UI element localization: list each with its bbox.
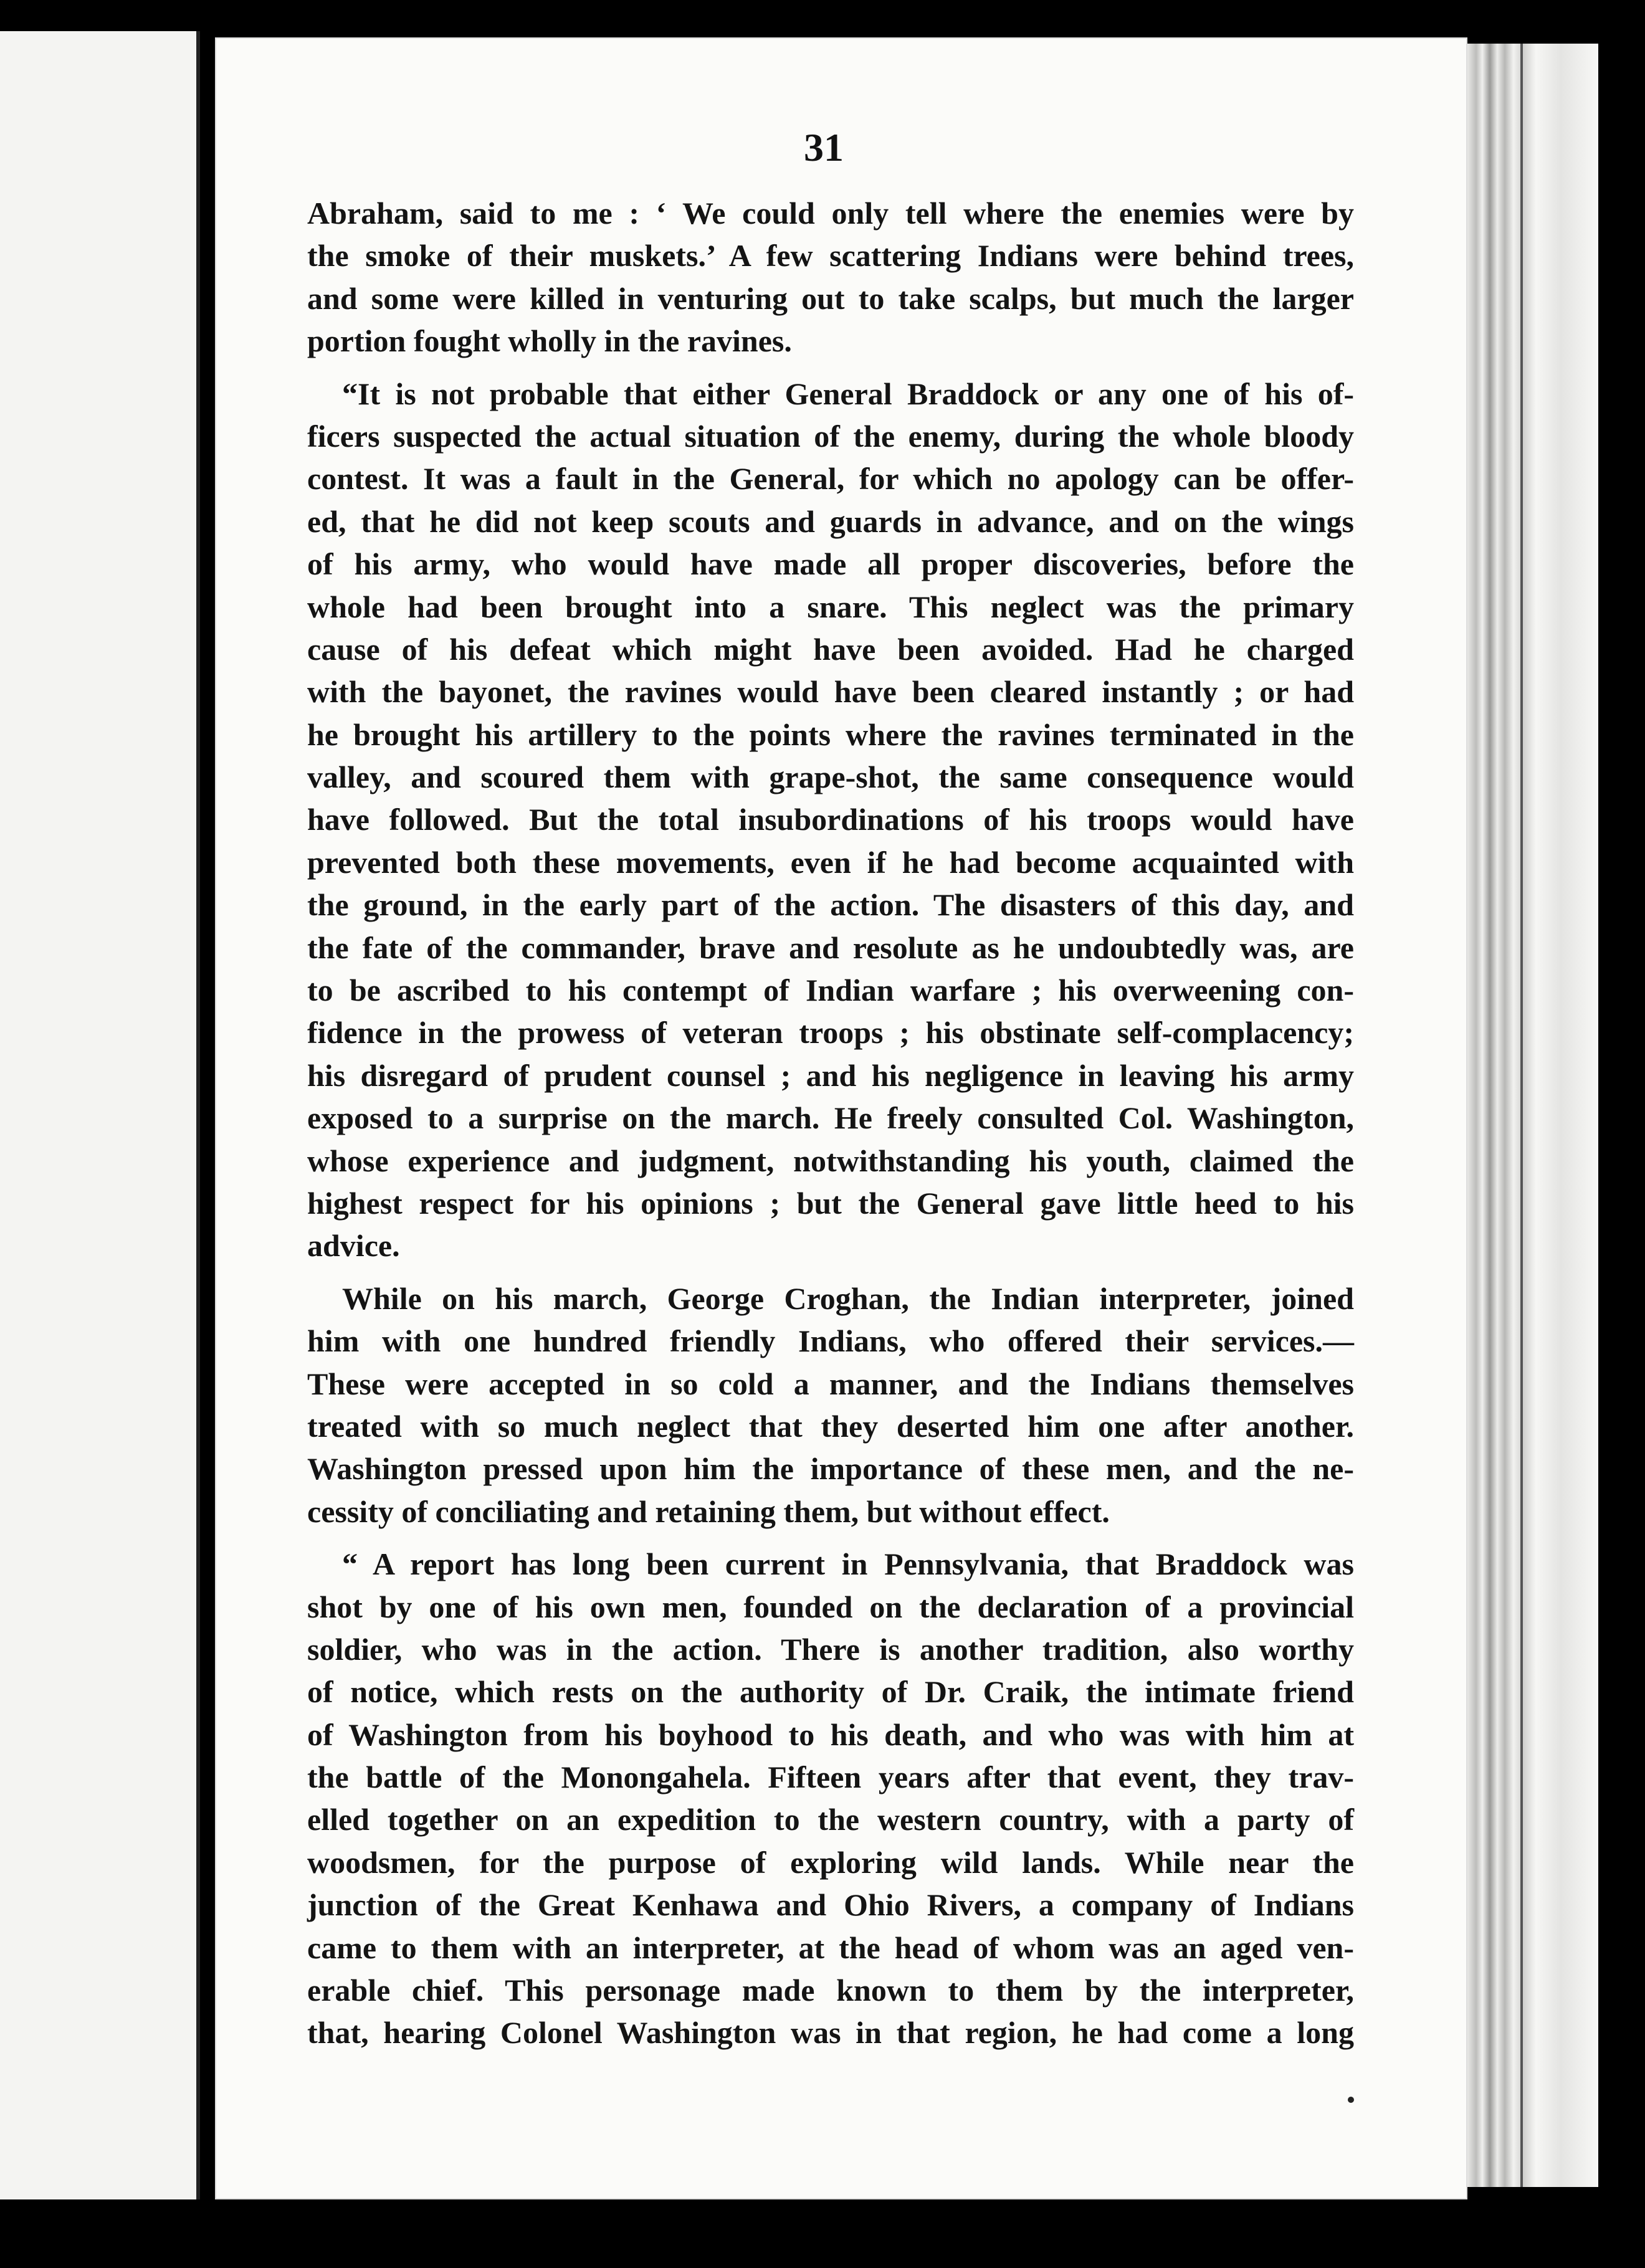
text-line: treated with so much neglect that they deserted him one after another. <box>307 1408 1354 1444</box>
text-line: “It is not probable that either General Braddock or any one of his of- <box>342 376 1354 411</box>
text-line: exposed to a surprise on the march. He freely consulted Col. Washington, <box>307 1100 1354 1136</box>
text-line: “ A report has long been current in Pennsylvania, that Braddock was <box>342 1546 1354 1582</box>
text-line: his disregard of prudent counsel ; and his negligence in leaving his army <box>307 1057 1354 1093</box>
text-line: of his army, who would have made all proper discoveries, before the <box>307 546 1354 582</box>
text-line: the ground, in the early part of the action. The disasters of this day, and <box>307 887 1354 923</box>
text-line: the fate of the commander, brave and resolute as he undoubtedly was, are <box>307 930 1354 965</box>
text-line: highest respect for his opinions ; but the General gave little heed to his <box>307 1185 1354 1221</box>
left-page-edge <box>0 31 200 2199</box>
text-line: with the bayonet, the ravines would have been cleared instantly ; or had <box>307 674 1354 710</box>
text-line: of notice, which rests on the authority of Dr. Craik, the intimate friend <box>307 1674 1354 1710</box>
text-line: valley, and scoured them with grape-shot, the same consequence would <box>307 760 1354 795</box>
text-line: him with one hundred friendly Indians, who offered their services.— <box>307 1323 1354 1359</box>
text-line: and some were killed in venturing out to take scalps, but much the larger <box>307 280 1354 316</box>
text-line: Washington pressed upon him the importance of these men, and the ne- <box>307 1451 1354 1487</box>
text-line: contest. It was a fault in the General, for which no apology can be offer- <box>307 461 1354 497</box>
text-line: fidence in the prowess of veteran troops ; his obstinate self-complacency; <box>307 1015 1354 1051</box>
text-line: portion fought wholly in the ravines. <box>307 323 792 359</box>
text-line: of Washington from his boyhood to his death, and who was with him at <box>307 1717 1354 1752</box>
text-line: he brought his artillery to the points where the ravines terminated in the <box>307 717 1354 752</box>
text-line: prevented both these movements, even if he had become acquainted with <box>307 844 1354 880</box>
text-line: whose experience and judgment, notwithstanding his youth, claimed the <box>307 1143 1354 1178</box>
text-line: woodsmen, for the purpose of exploring wild lands. While near the <box>307 1844 1354 1880</box>
text-line: cause of his defeat which might have been avoided. Had he charged <box>307 631 1354 667</box>
text-line: to be ascribed to his contempt of Indian warfare ; his overweening con- <box>307 973 1354 1008</box>
page-stack-edges <box>1467 44 1598 2187</box>
text-line: ficers suspected the actual situation of the enemy, during the whole bloody <box>307 418 1354 454</box>
page-number: 31 <box>804 125 844 169</box>
print-mark <box>1348 2097 1354 2103</box>
text-line: the battle of the Monongahela. Fifteen years after that event, they trav- <box>307 1760 1354 1795</box>
page-edge-line <box>1520 44 1523 2187</box>
text-line: cessity of conciliating and retaining them, but without effect. <box>307 1494 1110 1529</box>
text-line: the smoke of their muskets.’ A few scattering Indians were behind trees, <box>307 238 1354 274</box>
text-line: shot by one of his own men, founded on the declaration of a provincial <box>307 1589 1354 1624</box>
text-line: that, hearing Colonel Washington was in that region, he had come a long <box>307 2015 1354 2051</box>
text-line: junction of the Great Kenhawa and Ohio Rivers, a company of Indians <box>307 1887 1354 1923</box>
text-line: have followed. But the total insubordinations of his troops would have <box>307 802 1354 837</box>
text-line: ed, that he did not keep scouts and guards in advance, and on the wings <box>307 503 1354 539</box>
text-line: These were accepted in so cold a manner, and the Indians themselves <box>307 1366 1354 1401</box>
text-line: Abraham, said to me : ‘ We could only tell where the enemies were by <box>307 196 1354 231</box>
text-line: soldier, who was in the action. There is another tradition, also worthy <box>307 1631 1354 1667</box>
text-line: erable chief. This personage made known to them by the interpreter, <box>307 1973 1354 2008</box>
text-line: elled together on an expedition to the western country, with a party of <box>307 1802 1354 1837</box>
body-text <box>307 192 1354 2054</box>
text-line: came to them with an interpreter, at the head of whom was an aged ven- <box>307 1930 1354 1965</box>
text-line: While on his march, George Croghan, the Indian interpreter, joined <box>342 1280 1354 1316</box>
text-line: advice. <box>307 1228 400 1264</box>
text-line: whole had been brought into a snare. This neglect was the primary <box>307 589 1354 624</box>
